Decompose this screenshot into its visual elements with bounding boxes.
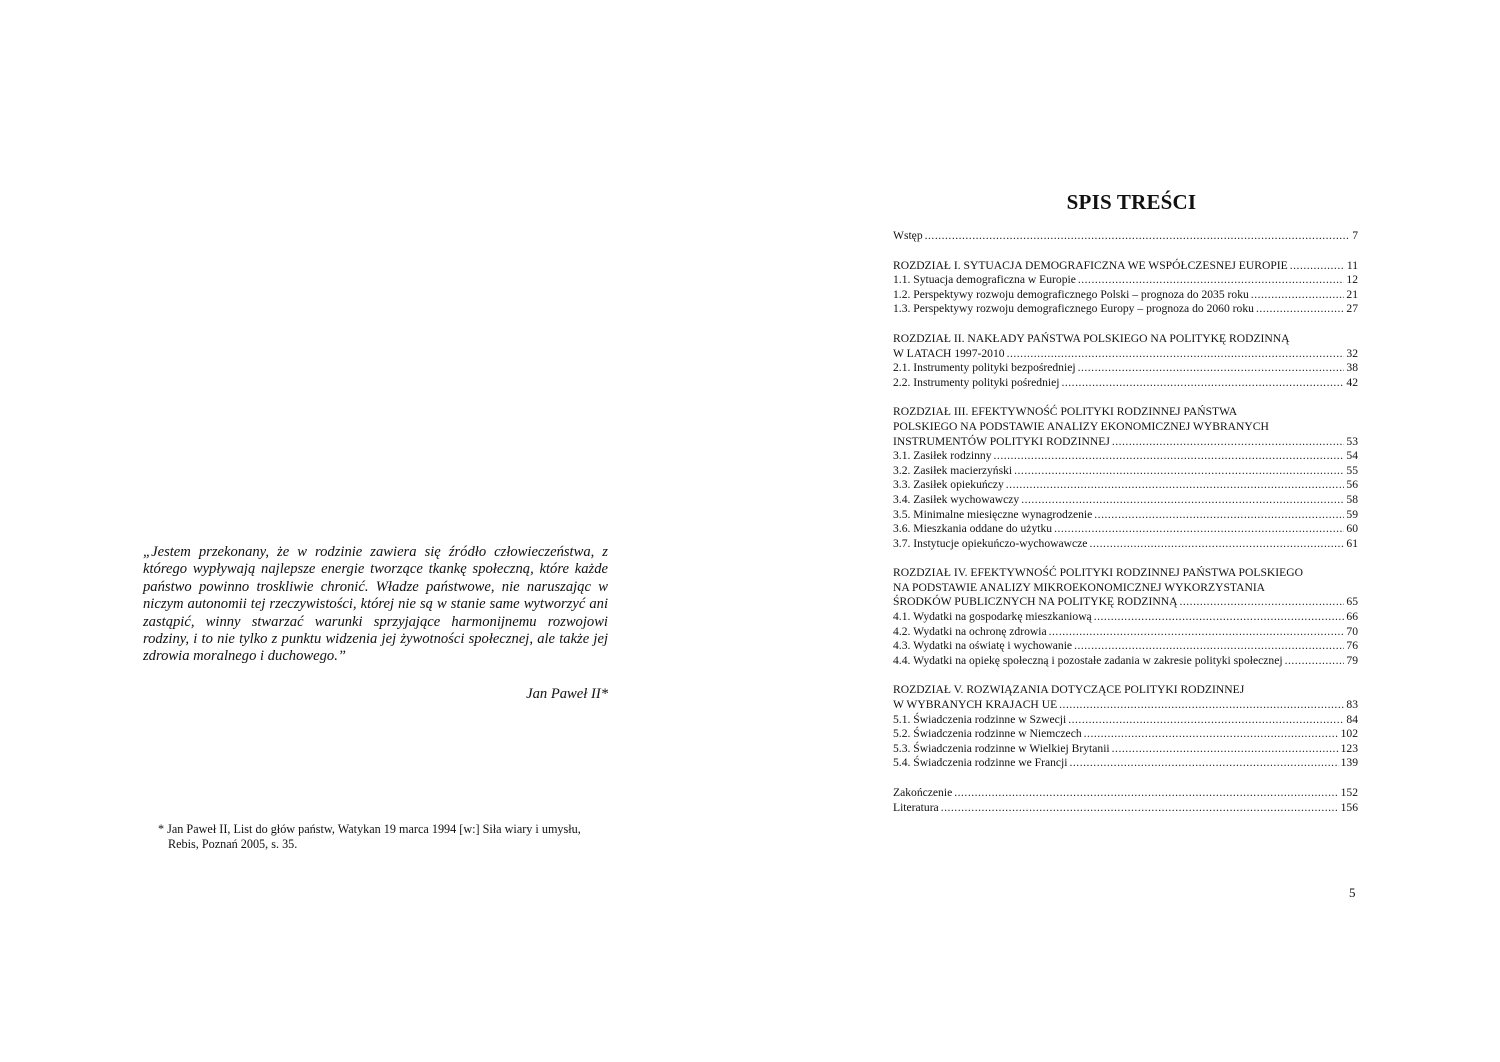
toc-leader-dots	[1068, 713, 1344, 728]
toc-entry-page: 7	[1352, 229, 1358, 242]
toc-section-chapter-4	[893, 566, 1358, 668]
toc-entry-2-1[interactable]	[893, 361, 1358, 376]
toc-chapter-1-title[interactable]	[893, 259, 1358, 274]
toc-entry-5-2[interactable]	[893, 727, 1358, 742]
toc-entry-4-2[interactable]	[893, 625, 1358, 640]
toc-entry-3-5[interactable]	[893, 508, 1358, 523]
toc-leader-dots	[1112, 742, 1339, 757]
toc-leader-dots	[1049, 625, 1345, 640]
toc-entry-label: 2.1. Instrumenty polityki bezpośredniej	[893, 361, 1076, 375]
toc-entry-label: 3.1. Zasiłek rodzinny	[893, 449, 992, 463]
toc-entry-label: ŚRODKÓW PUBLICZNYCH NA POLITYKĘ RODZINNĄ	[893, 595, 1178, 609]
toc-entry-conclusion[interactable]	[893, 786, 1358, 801]
toc-chapter-3-title-line-2: POLSKIEGO NA PODSTAWIE ANALIZY EKONOMICZNEJ WYBRANYCH	[893, 419, 1269, 433]
toc-leader-dots	[1290, 259, 1345, 274]
toc-entry-label: 3.3. Zasiłek opiekuńczy	[893, 478, 1004, 492]
toc-section-chapter-1	[893, 259, 1358, 317]
toc-entry-4-3[interactable]	[893, 639, 1358, 654]
toc-entry-label: Wstęp	[893, 229, 923, 242]
toc-entry-page: 21	[1346, 287, 1358, 301]
toc-entry-1-1[interactable]	[893, 273, 1358, 288]
toc-leader-dots	[1094, 610, 1345, 625]
toc-entry-label: 4.3. Wydatki na oświatę i wychowanie	[893, 639, 1073, 653]
toc-leader-dots	[1251, 288, 1345, 303]
toc-entry-label: 3.5. Minimalne miesięczne wynagrodzenie	[893, 507, 1093, 521]
toc-chapter-3-title[interactable]	[893, 435, 1358, 450]
toc-leader-dots	[1078, 361, 1345, 376]
toc-chapter-4-title-line-2: NA PODSTAWIE ANALIZY MIKROEKONOMICZNEJ WYKORZYSTANIA	[893, 580, 1266, 594]
toc-entry-label: 1.1. Sytuacja demograficzna w Europie	[893, 273, 1076, 287]
toc-entry-4-1[interactable]	[893, 610, 1358, 625]
toc-entry-label: 2.2. Instrumenty polityki pośredniej	[893, 375, 1060, 389]
toc-chapter-2-title-line-1: ROZDZIAŁ II. NAKŁADY PAŃSTWA POLSKIEGO NA POLITYKĘ RODZINNĄ	[893, 331, 1290, 345]
toc-leader-dots	[1256, 302, 1344, 317]
toc-entry-page: 60	[1346, 522, 1358, 536]
toc-entry-page: 11	[1346, 258, 1358, 272]
toc-entry-page: 59	[1346, 507, 1358, 521]
toc-section-chapter-5	[893, 683, 1358, 771]
toc-section-intro	[893, 229, 1358, 244]
toc-entry-page: 84	[1346, 712, 1358, 726]
toc-entry-1-3[interactable]	[893, 302, 1358, 317]
toc-entry-bibliography[interactable]	[893, 801, 1358, 816]
toc-leader-dots	[954, 786, 1338, 801]
toc-entry-label: W LATACH 1997-2010	[893, 346, 1005, 360]
toc-entry-label: ROZDZIAŁ I. SYTUACJA DEMOGRAFICZNA WE WSPÓŁCZESNEJ EUROPIE	[893, 258, 1288, 272]
toc-entry-intro[interactable]	[893, 229, 1358, 244]
toc-chapter-4-title[interactable]	[893, 595, 1358, 610]
toc-entry-label: INSTRUMENTÓW POLITYKI RODZINNEJ	[893, 434, 1110, 448]
toc-entry-page: 139	[1340, 756, 1358, 770]
toc-entry-3-1[interactable]	[893, 449, 1358, 464]
toc-leader-dots	[1112, 435, 1345, 450]
toc-entry-label: Zakończenie	[893, 786, 953, 799]
toc-leader-dots	[1061, 376, 1344, 391]
toc-entry-page: 152	[1340, 786, 1358, 799]
toc-entry-page: 61	[1346, 536, 1358, 550]
toc-leader-dots	[994, 449, 1345, 464]
toc-entry-label: 4.1. Wydatki na gospodarkę mieszkaniową	[893, 610, 1092, 624]
toc-entry-label: 5.1. Świadczenia rodzinne w Szwecji	[893, 712, 1067, 726]
toc-entry-2-2[interactable]	[893, 376, 1358, 391]
toc-leader-dots	[1059, 698, 1344, 713]
toc-entry-3-4[interactable]	[893, 493, 1358, 508]
toc-chapter-3-title-line-1: ROZDZIAŁ III. EFEKTYWNOŚĆ POLITYKI RODZINNEJ PAŃSTWA	[893, 405, 1238, 419]
toc-leader-dots	[1094, 508, 1344, 523]
toc-entry-page: 79	[1346, 653, 1358, 667]
toc-entry-label: 3.2. Zasiłek macierzyński	[893, 463, 1013, 477]
table-of-contents	[893, 190, 1358, 830]
footnote-line-2: Rebis, Poznań 2005, s. 35.	[168, 837, 298, 851]
toc-chapter-5-title-line-1: ROZDZIAŁ V. ROZWIĄZANIA DOTYCZĄCE POLITYKI RODZINNEJ	[893, 683, 1245, 697]
toc-leader-dots	[1089, 537, 1344, 552]
toc-leader-dots	[1070, 756, 1339, 771]
toc-entry-label: 5.4. Świadczenia rodzinne we Francji	[893, 756, 1068, 770]
toc-leader-dots	[925, 229, 1351, 244]
toc-entry-page: 76	[1346, 639, 1358, 653]
toc-leader-dots	[1054, 522, 1344, 537]
epigraph-author: Jan Paweł II*	[526, 685, 608, 702]
toc-leader-dots	[1014, 464, 1344, 479]
toc-entry-label: 3.6. Mieszkania oddane do użytku	[893, 522, 1053, 536]
toc-entry-page: 56	[1346, 478, 1358, 492]
toc-entry-page: 27	[1346, 302, 1358, 316]
toc-entry-label: 3.7. Instytucje opiekuńczo-wychowawcze	[893, 536, 1088, 550]
toc-leader-dots	[1021, 493, 1344, 508]
toc-entry-page: 38	[1346, 361, 1358, 375]
toc-entry-label: W WYBRANYCH KRAJACH UE	[893, 698, 1058, 712]
toc-entry-page: 70	[1346, 624, 1358, 638]
toc-entry-page: 156	[1340, 800, 1358, 814]
epigraph-quote: „Jestem przekonany, że w rodzinie zawiera się źródło człowieczeństwa, z którego wypływają najlepsze energie tworzące tkankę społeczną, które każde państwo powinno troskliwie chronić. Władze państwowe, nie naruszając w niczym autonomii tej rzeczywistości, której nie są w stanie same wytworzyć ani zastąpić, winny stwarzać warunki sprzyjające harmonijnemu rozwojowi rodziny, i to nie tylko z punktu widzenia jej żywotności społecznej, ale także jej zdrowia moralnego i duchowego.”	[143, 544, 608, 665]
toc-entry-page: 58	[1346, 492, 1358, 506]
toc-entry-3-7[interactable]	[893, 537, 1358, 552]
toc-leader-dots	[1179, 595, 1344, 610]
toc-leader-dots	[1078, 273, 1345, 288]
toc-entry-page: 42	[1346, 375, 1358, 389]
toc-chapter-4-title-line-1: ROZDZIAŁ IV. EFEKTYWNOŚĆ POLITYKI RODZINNEJ PAŃSTWA POLSKIEGO	[893, 566, 1303, 580]
toc-leader-dots	[1006, 478, 1345, 493]
toc-entry-5-1[interactable]	[893, 713, 1358, 728]
toc-entry-label: 5.2. Świadczenia rodzinne w Niemczech	[893, 727, 1082, 741]
toc-entry-5-4[interactable]	[893, 756, 1358, 771]
toc-entry-page: 102	[1340, 727, 1358, 741]
toc-entry-label: Literatura	[893, 800, 939, 814]
toc-entry-1-2[interactable]	[893, 288, 1358, 303]
toc-entry-page: 83	[1346, 698, 1358, 712]
toc-leader-dots	[1007, 347, 1345, 362]
page-number: 5	[1349, 885, 1356, 900]
toc-entry-4-4[interactable]	[893, 654, 1358, 669]
toc-entry-label: 5.3. Świadczenia rodzinne w Wielkiej Brytanii	[893, 741, 1110, 755]
toc-section-chapter-2	[893, 332, 1358, 390]
toc-entry-3-2[interactable]	[893, 464, 1358, 479]
toc-entry-3-6[interactable]	[893, 522, 1358, 537]
toc-entry-page: 53	[1346, 434, 1358, 448]
toc-chapter-5-title[interactable]	[893, 698, 1358, 713]
toc-title: SPIS TREŚCI	[1066, 190, 1197, 214]
footnote-line-1: * Jan Paweł II, List do głów państw, Watykan 19 marca 1994 [w:] Siła wiary i umysłu,	[158, 822, 581, 836]
toc-leader-dots	[941, 801, 1339, 816]
toc-section-chapter-3	[893, 405, 1358, 551]
toc-entry-label: 1.3. Perspektywy rozwoju demograficznego Europy – prognoza do 2060 roku	[893, 302, 1254, 316]
toc-entry-page: 55	[1346, 463, 1358, 477]
toc-leader-dots	[1285, 654, 1345, 669]
toc-entry-label: 1.2. Perspektywy rozwoju demograficznego Polski – prognoza do 2035 roku	[893, 287, 1249, 301]
toc-entry-3-3[interactable]	[893, 478, 1358, 493]
toc-entry-5-3[interactable]	[893, 742, 1358, 757]
epigraph	[143, 544, 608, 703]
toc-leader-dots	[1074, 639, 1344, 654]
toc-entry-page: 12	[1346, 273, 1358, 287]
footnote	[158, 822, 618, 852]
toc-chapter-2-title[interactable]	[893, 347, 1358, 362]
toc-entry-page: 123	[1340, 741, 1358, 755]
toc-leader-dots	[1084, 727, 1339, 742]
toc-entry-page: 54	[1346, 449, 1358, 463]
toc-entry-page: 32	[1346, 346, 1358, 360]
toc-section-ending	[893, 786, 1358, 815]
toc-entry-label: 4.2. Wydatki na ochronę zdrowia	[893, 624, 1047, 638]
toc-entry-page: 65	[1346, 595, 1358, 609]
toc-entry-label: 3.4. Zasiłek wychowawczy	[893, 492, 1020, 506]
toc-entry-page: 66	[1346, 610, 1358, 624]
toc-entry-label: 4.4. Wydatki na opiekę społeczną i pozostałe zadania w zakresie polityki społecznej	[893, 653, 1283, 667]
